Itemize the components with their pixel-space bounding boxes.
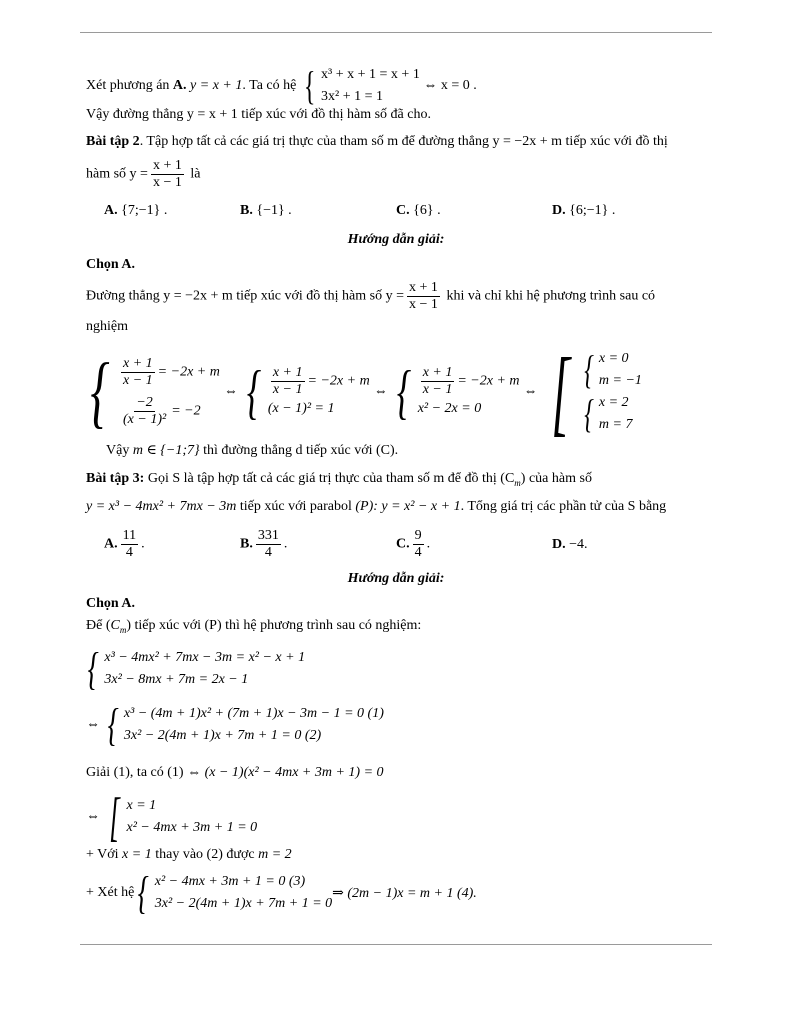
solve-line: Giải (1), ta có (1) ⇔ (x − 1)(x² − 4mx + 3m + 1) = 0 xyxy=(86,765,384,780)
option-2d: D. {6;−1} . xyxy=(552,203,616,218)
iff-symbol: ⇔ xyxy=(373,384,388,399)
solution-heading-2: Hướng dẫn giải: xyxy=(347,571,445,586)
option-3c: C. $\frac{9}{4}$ . xyxy=(396,528,431,560)
chosen-answer-1: Chọn A. xyxy=(86,257,136,272)
option-3b: B. $\frac{331}{4}$ . xyxy=(240,528,288,560)
exercise-3-line1: Bài tập 3: Gọi S là tập hợp tất cả các giá trị thực của tham số m để đồ thị $(C_m)$ của hàm số xyxy=(86,471,592,488)
option-3a: A. $\frac{11}{4}$ . xyxy=(104,528,145,560)
bottom-rule xyxy=(80,944,712,945)
result: ⇔ x = 0 . xyxy=(419,78,477,94)
exercise-2-line1 xyxy=(86,133,668,151)
solution-line-2: nghiệm xyxy=(86,319,128,334)
equation: y = x + 1 xyxy=(186,78,243,94)
fraction: $\frac{x + 1}{x - 1}$ xyxy=(409,280,438,312)
case-x1: + Với x = 1 thay vào (2) được m = 2 xyxy=(86,847,292,862)
text: khi và chỉ khi hệ phương trình sau có xyxy=(442,288,656,304)
option-3d: D. −4. xyxy=(552,537,588,552)
iff-symbol: ⇔ xyxy=(223,384,238,399)
option-label: A. xyxy=(172,78,187,94)
line-phuong-an-a xyxy=(86,64,477,108)
option-2b: B. {−1} . xyxy=(240,203,292,218)
system-row: 3x² + 1 = 1 xyxy=(321,89,384,104)
system-1: { $\frac{x + 1}{x - 1}$ = −2x + m $\frac{-2}{\text{(x − 1)²}}$ = −2 xyxy=(90,348,220,436)
system-6: ⇔ { x³ − (4m + 1)x² + (7m + 1)x − 3m − 1 = 0 (1) 3x² − 2(4m + 1)x + 7m + 1 = 0 (2) xyxy=(86,699,384,750)
solution-heading-1: Hướng dẫn giải: xyxy=(347,232,445,247)
text: . Ta có hệ xyxy=(242,78,300,94)
exercise-text: . Tập hợp tất cả các giá trị thực của tham số m để đường thẳng y = −2x + m tiếp xúc với đồ thị xyxy=(139,134,668,149)
top-rule xyxy=(80,32,712,33)
case-system: + Xét hệ { x² − 4mx + 3m + 1 = 0 (3) 3x² − 2(4m + 1)x + 7m + 1 = 0 ⇒ (2m − 1)x = m + 1 (4). xyxy=(86,867,477,918)
solution-3-line-1: Để $(C_m)$ tiếp xúc với (P) thì hệ phương trình sau có nghiệm: xyxy=(86,618,422,635)
iff-symbol: ⇔ xyxy=(523,384,538,399)
system-row: x³ + x + 1 = x + 1 xyxy=(321,67,420,82)
solution-line-1 xyxy=(86,280,655,313)
chosen-answer-2: Chọn A. xyxy=(86,596,136,611)
text: hàm số y = xyxy=(86,166,148,182)
conclusion-2: Vậy m ∈ {−1;7} thì đường thẳng d tiếp xúc với (C). xyxy=(106,443,399,458)
line-conclusion-1: Vậy đường thẳng y = x + 1 tiếp xúc với đồ thị hàm số đã cho. xyxy=(86,107,431,122)
option-2c: C. {6} . xyxy=(396,203,441,218)
exercise-2-line2 xyxy=(86,158,200,191)
system-7: ⇔ [ x = 1 x² − 4mx + 3m + 1 = 0 xyxy=(86,787,258,847)
system-4: [ { x = 0 m = −1 { x = 2 m = 7 xyxy=(550,338,642,445)
system-2: { $\frac{x + 1}{x - 1}$ = −2x + m (x − 1)² = 1 xyxy=(246,359,370,425)
option-2a: A. {7;−1} . xyxy=(104,203,168,218)
text: Xét phương án xyxy=(86,78,173,94)
fraction: $\frac{x + 1}{x - 1}$ xyxy=(152,158,182,190)
exercise-3-line2: y = x³ − 4mx² + 7mx − 3m tiếp xúc với parabol (P): y = x² − x + 1. Tổng giá trị các phần tử của S bằng xyxy=(86,499,667,514)
text: y = xyxy=(385,288,405,304)
system-5: { x³ − 4mx² + 7mx − 3m = x² − x + 1 3x² − 8mx + 7m = 2x − 1 xyxy=(87,643,306,694)
system-a: { x³ + x + 1 = x + 1 3x² + 1 = 1 xyxy=(303,63,420,108)
text: Đường thẳng y = −2x + m tiếp xúc với đồ thị hàm số xyxy=(86,288,386,304)
text: là xyxy=(186,166,201,182)
system-3: { $\frac{x + 1}{x - 1}$ = −2x + m x² − 2x = 0 xyxy=(396,359,520,425)
exercise-label: Bài tập 2 xyxy=(86,134,140,149)
system-chain xyxy=(84,338,642,445)
